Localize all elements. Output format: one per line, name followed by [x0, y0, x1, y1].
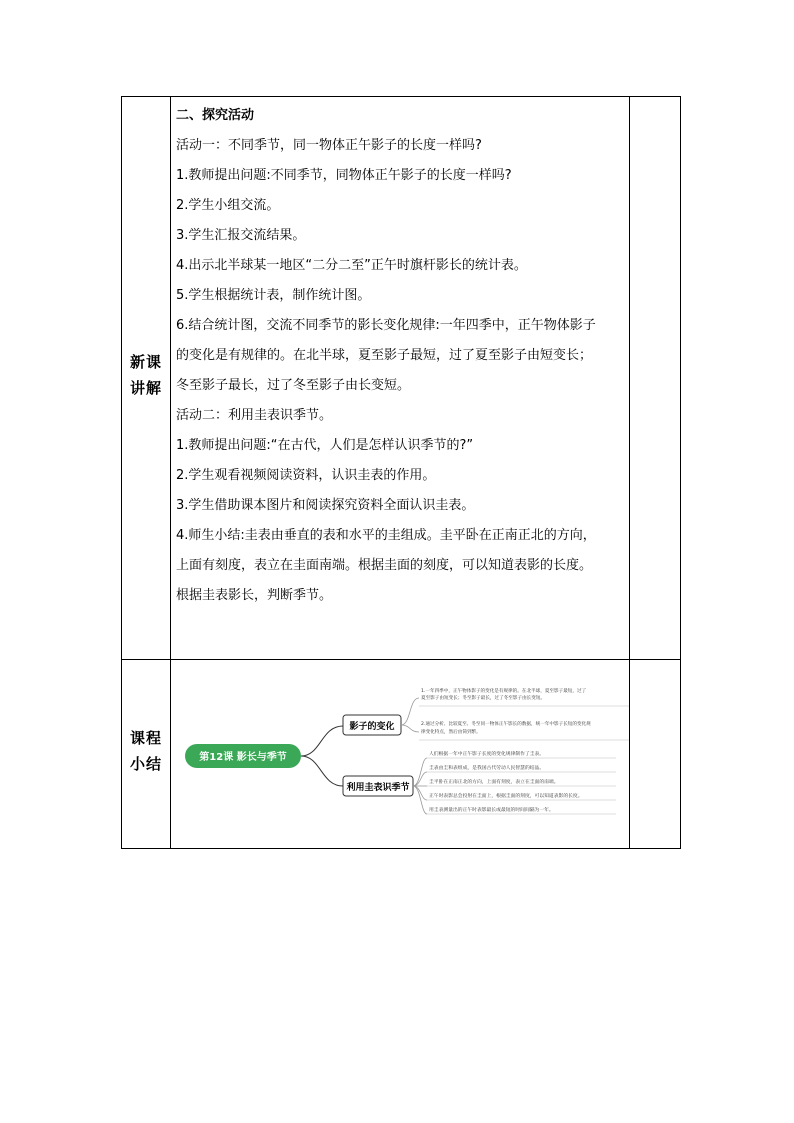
connector [401, 698, 419, 725]
content-line: 1.教师提出问题:不同季节，同物体正午影子的长度一样吗? [176, 168, 512, 183]
label-line: 新课 [129, 353, 162, 371]
connector [301, 756, 343, 786]
connector [301, 726, 343, 756]
mind-map-leaf: 用圭表测量出的正午时表影最长或最短的时间间隔为一年。 [429, 808, 554, 813]
content-line: 6.结合统计图，交流不同季节的影长变化规律:一年四季中，正午物体影子 [176, 318, 596, 333]
connector [413, 786, 427, 814]
mind-map-leaf: 圭表由圭和表组成，是我国古代劳动人民智慧的结晶。 [429, 766, 545, 771]
content-line: 3.学生借助课本图片和阅读探究资料全面认识圭表。 [176, 498, 475, 513]
content-line: 冬至影子最长，过了冬至影子由长变短。 [176, 378, 411, 393]
mind-map-branch-label: 影子的变化 [349, 722, 395, 732]
content-line: 上面有刻度，表立在圭面南端。根据圭面的刻度，可以知道表影的长度。 [176, 558, 593, 573]
mind-map-leaf: 正午时表影总会投射在圭面上，根据圭面的刻度，可以知道表影的长度。 [429, 794, 583, 799]
content-line: 3.学生汇报交流结果。 [176, 228, 306, 243]
label-line: 讲解 [129, 379, 162, 397]
content-line: 活动二：利用圭表识季节。 [176, 408, 333, 423]
label-line: 课程 [129, 729, 162, 747]
row-label-summary [122, 725, 170, 777]
connector [401, 725, 419, 732]
lesson-table [121, 96, 681, 849]
mind-map [171, 660, 629, 849]
connector [413, 758, 427, 786]
mind-map-leaf: 圭平卧在正南正北的方向，上面有刻度，表立在圭面的南端。 [429, 780, 559, 785]
mind-map-branch-label: 利用圭表识季节 [346, 783, 410, 793]
mind-map-leaf: 律变化特点，然后由简到繁。 [421, 730, 481, 735]
mind-map-root-label: 第12课 影长与季节 [199, 752, 287, 763]
content-line: 1.教师提出问题:“在古代，人们是怎样认识季节的?” [176, 438, 474, 453]
content-line: 2.学生观看视频阅读资料，认识圭表的作用。 [176, 468, 436, 483]
content-line: 4.出示北半球某一地区“二分二至”正午时旗杆影长的统计表。 [176, 258, 527, 273]
content-line: 4.师生小结:圭表由垂直的表和水平的圭组成。圭平卧在正南正北的方向， [176, 528, 596, 543]
section-heading: 二、探究活动 [176, 108, 255, 123]
content-line: 活动一：不同季节，同一物体正午影子的长度一样吗? [176, 138, 482, 153]
mind-map-leaf: 1.一年四季中，正午物体影子的变化是有规律的。在北半球，夏至影子最短，过了 [421, 689, 587, 694]
label-line: 小结 [129, 755, 162, 773]
content-line: 根据圭表影长，判断季节。 [176, 588, 333, 603]
mind-map-leaf: 2.通过分析、比较夏至、冬至同一物体正午影长的数据，统一年中影子长短的变化规 [421, 722, 591, 727]
new-lesson-content [176, 101, 628, 611]
content-line: 的变化是有规律的。在北半球，夏至影子最短，过了夏至影子由短变长； [176, 348, 593, 363]
content-line: 5.学生根据统计表，制作统计图。 [176, 288, 371, 303]
mind-map-leaf: 夏至影子由短变长；冬至影子最长，过了冬至影子由长变短。 [421, 696, 546, 701]
content-line: 2.学生小组交流。 [176, 198, 280, 213]
row-label-new-lesson [122, 349, 170, 401]
table-divider [629, 97, 630, 848]
mind-map-leaf: 人们根据一年中正午影子长度的变化规律制作了圭表。 [429, 752, 545, 757]
